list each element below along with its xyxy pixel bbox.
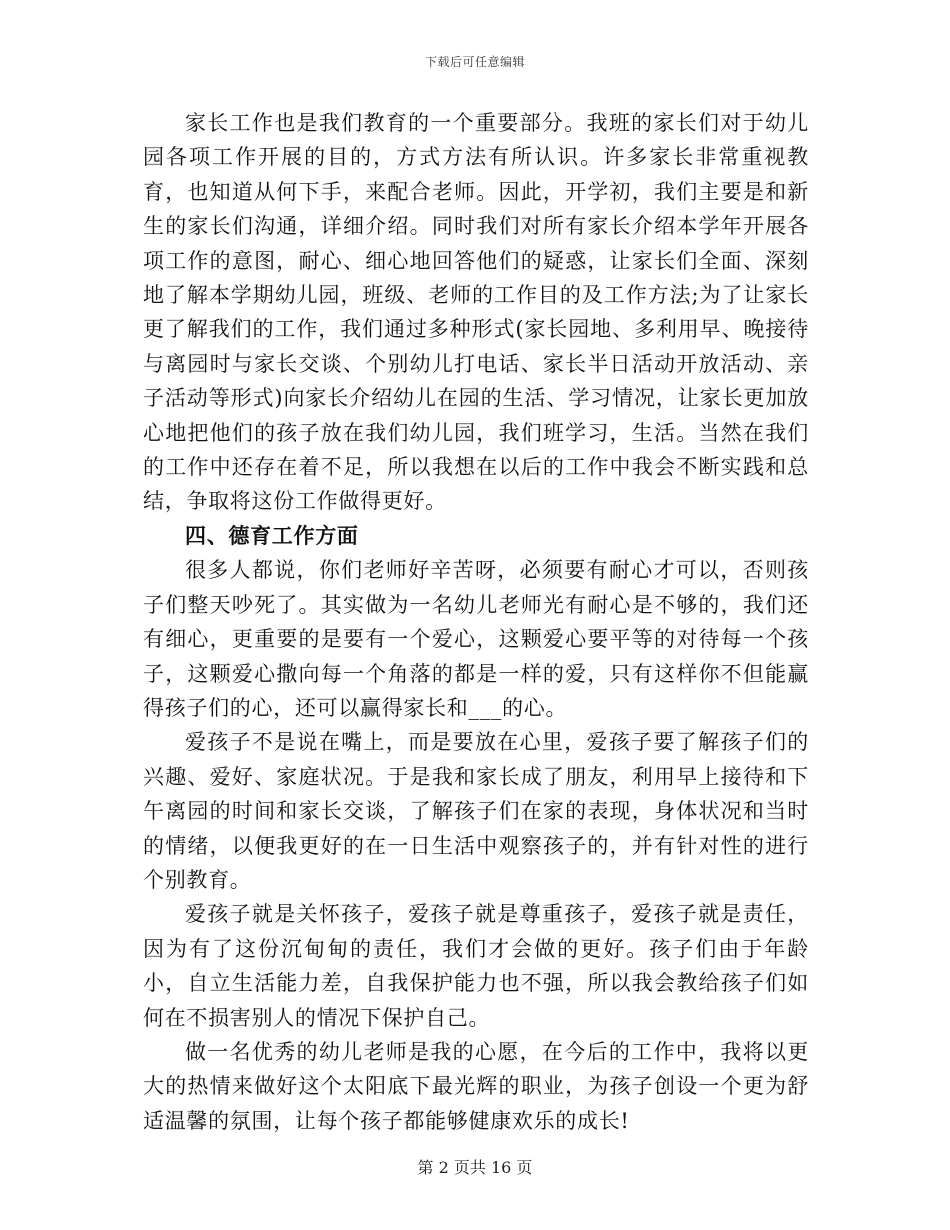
document-body <box>143 106 809 1138</box>
paragraph-aspiration: 做一名优秀的幼儿老师是我的心愿，在今后的工作中，我将以更大的热情来做好这个太阳底下最光辉的职业，为孩子创设一个更为舒适温馨的氛围，让每个孩子都能够健康欢乐的成长! <box>143 1039 809 1133</box>
paragraph-love-is-responsibility: 爱孩子就是关怀孩子，爱孩子就是尊重孩子，爱孩子就是责任，因为有了这份沉甸甸的责任，我们才会做的更好。孩子们由于年龄小，自立生活能力差，自我保护能力也不强，所以我会教给孩子们如何在不损害别人的情况下保护自己。 <box>143 902 809 1030</box>
paragraph-parent-work: 家长工作也是我们教育的一个重要部分。我班的家长们对于幼儿园各项工作开展的目的，方式方法有所认识。许多家长非常重视教育，也知道从何下手，来配合老师。因此，开学初，我们主要是和新生的家长们沟通，详细介绍。同时我们对所有家长介绍本学年开展各项工作的意图，耐心、细心地回答他们的疑惑，让家长们全面、深刻地了解本学期幼儿园，班级、老师的工作目的及工作方法;为了让家长更了解我们的工作，我们通过多种形式(家长园地、多利用早、晚接待与离园时与家长交谈、个别幼儿打电话、家长半日活动开放活动、亲子活动等形式)向家长介绍幼儿在园的生活、学习情况，让家长更加放心地把他们的孩子放在我们幼儿园，我们班学习，生活。当然在我们的工作中还存在着不足，所以我想在以后的工作中我会不断实践和总结，争取将这份工作做得更好。 <box>143 111 809 514</box>
page-number-footer: 第 2 页共 16 页 <box>417 1158 533 1177</box>
paragraph-love-in-heart: 爱孩子不是说在嘴上，而是要放在心里，爱孩子要了解孩子们的兴趣、爱好、家庭状况。于是我和家长成了朋友，利用早上接待和下午离园的时间和家长交谈，了解孩子们在家的表现，身体状况和当时的情绪，以便我更好的在一日生活中观察孩子的，并有针对性的进行个别教育。 <box>143 730 809 892</box>
paragraph-patience-love: 很多人都说，你们老师好辛苦呀，必须要有耐心才可以，否则孩子们整天吵死了。其实做为一名幼儿老师光有耐心是不够的，我们还有细心，更重要的是要有一个爱心，这颗爱心要平等的对待每一个孩子，这颗爱心撒向每一个角落的都是一样的爱，只有这样你不但能赢得孩子们的心，还可以赢得家长和___的心。 <box>143 558 809 720</box>
header-note: 下载后可任意编辑 <box>424 55 525 69</box>
section-heading-moral-education: 四、德育工作方面 <box>185 522 359 548</box>
